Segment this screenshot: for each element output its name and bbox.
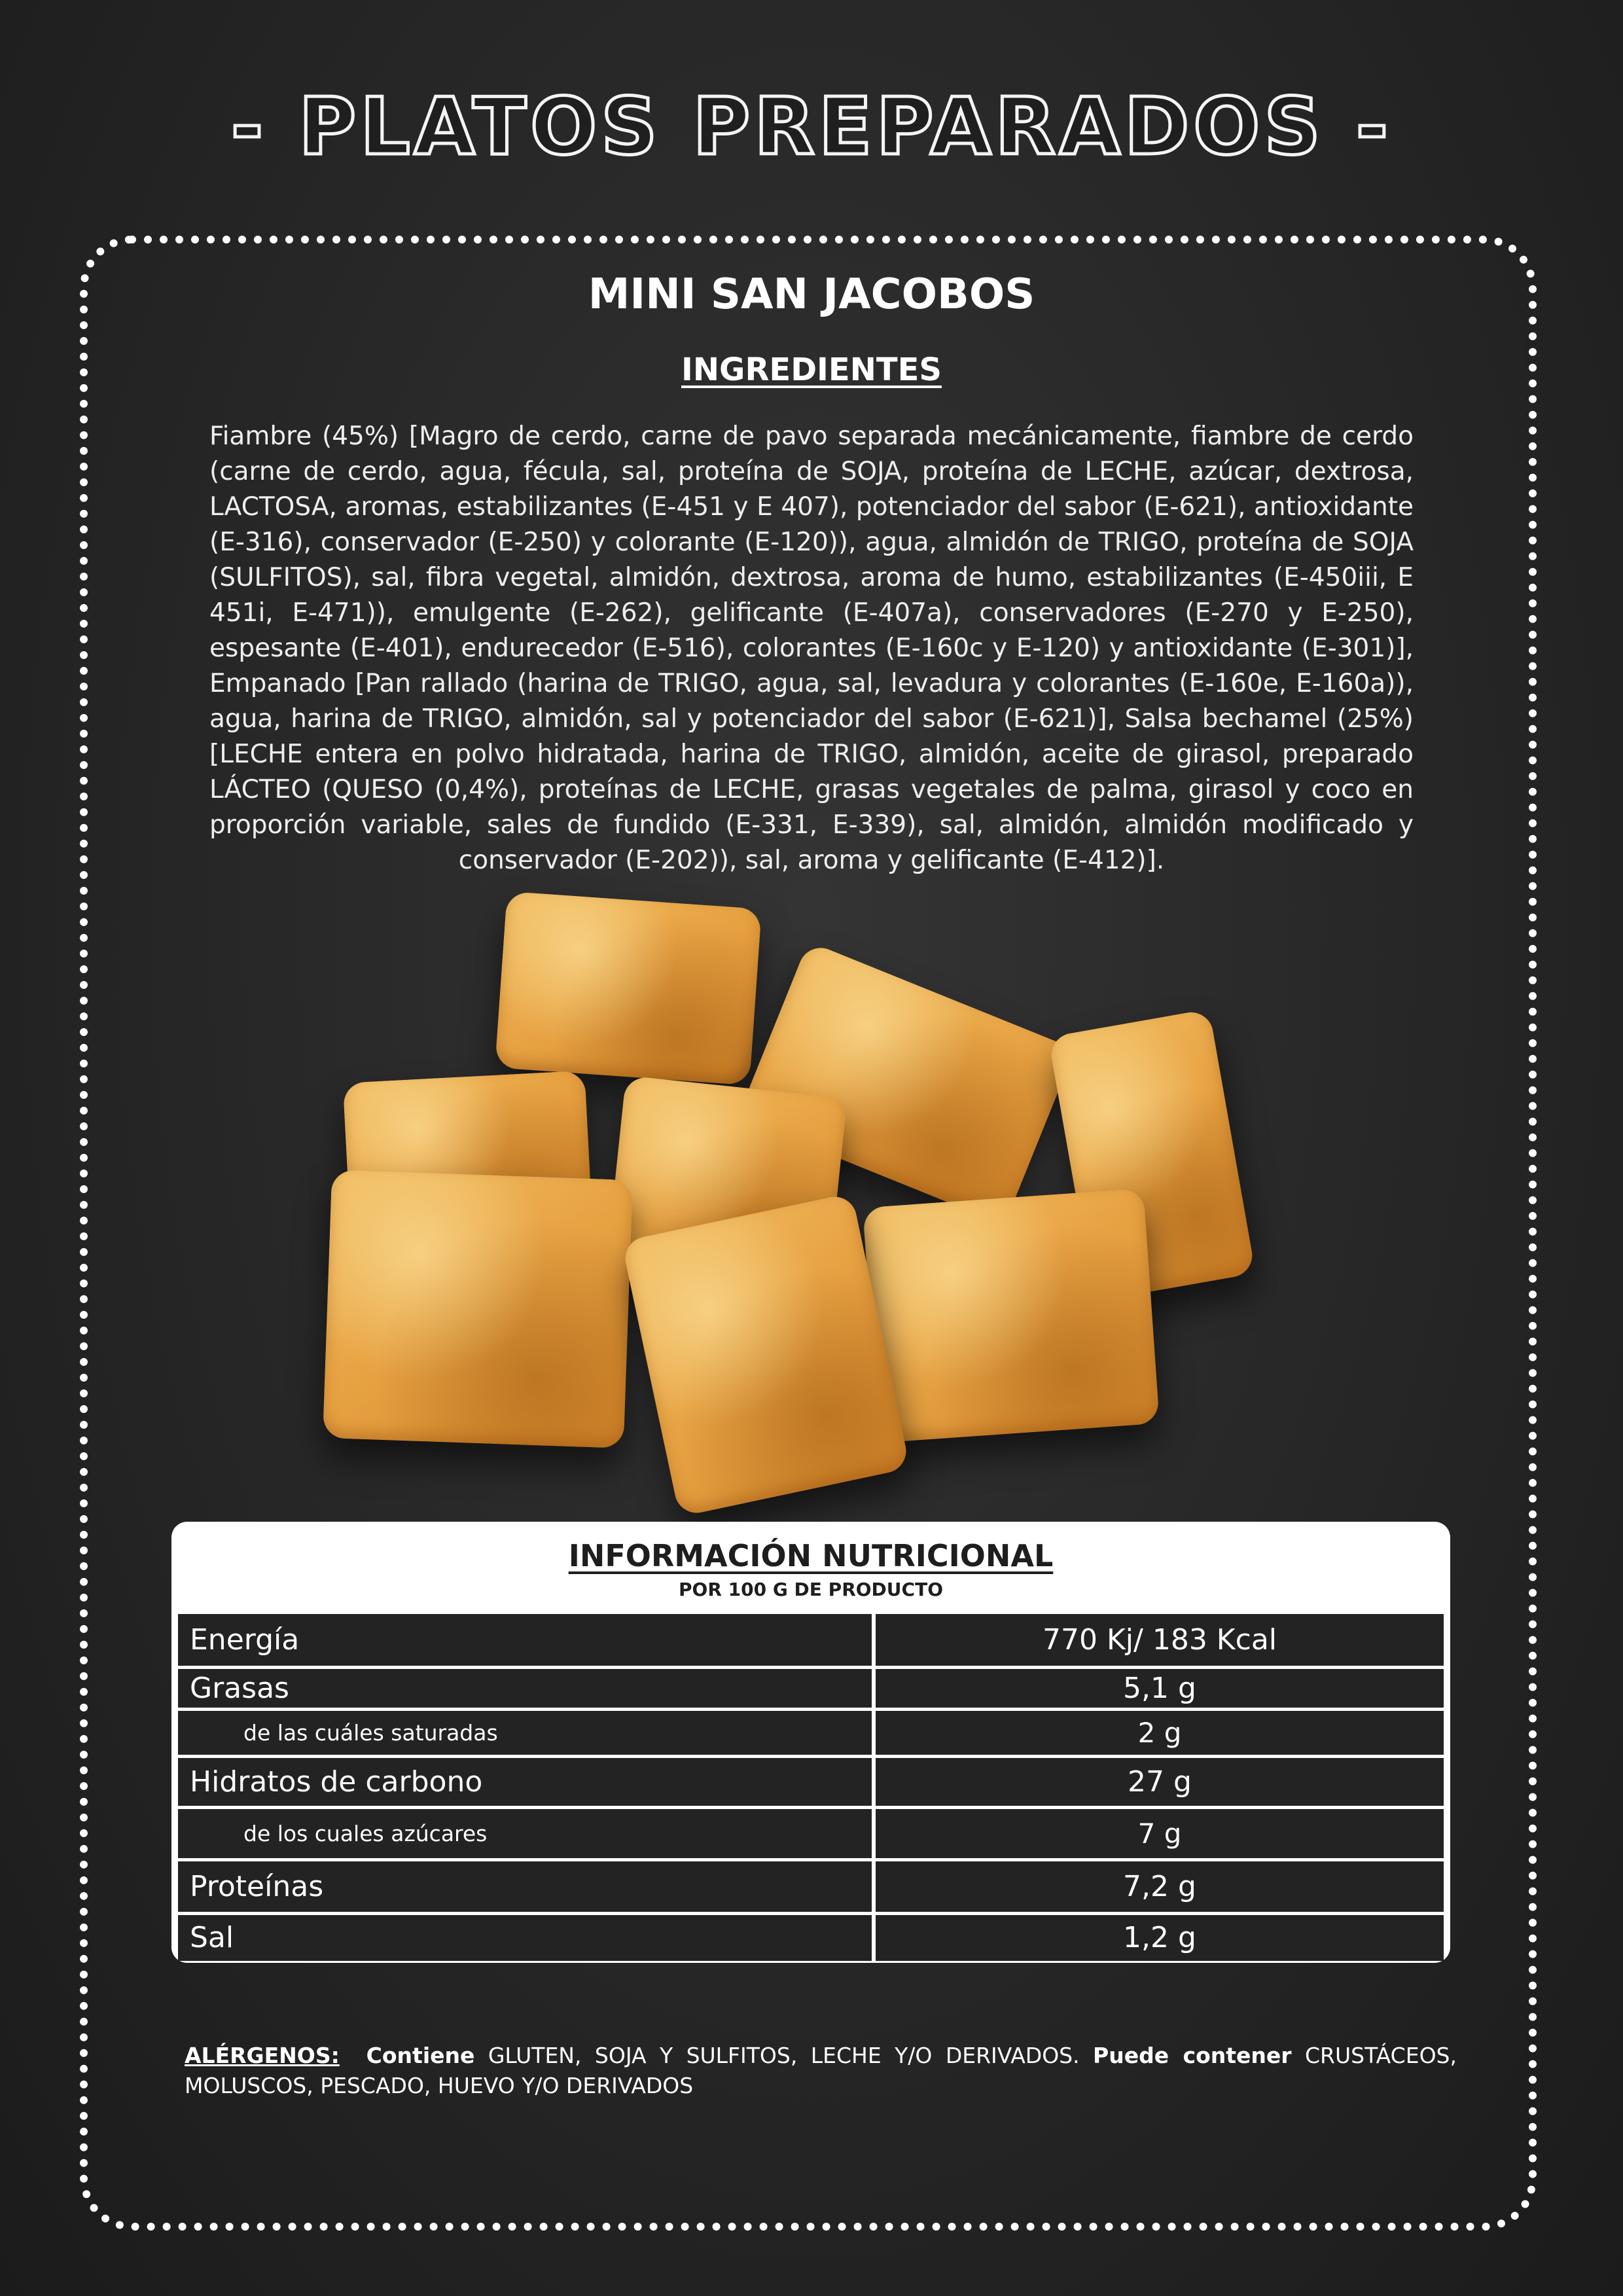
ingredients-text: Fiambre (45%) [Magro de cerdo, carne de pavo separada mecánicamente, fiambre de cerdo (carne de cerdo, agua, fécula, sal, proteína de SOJA, proteína de LECHE, azúcar, dextrosa, LACTOSA, aromas, estabilizantes (E-451 y E 407), potenciador del sabor (E-621), antioxidante (E-316), conservador (E-250) y colorante (E-120)), agua, almidón de TRIGO, proteína de SOJA (SULFITOS), sal, fibra vegetal, almidón, dextrosa, aroma de humo, estabilizantes (E-450iii, E 451i, E-471)), emulgente (E-262), gelificante (E-407a), conservadores (E-270 y E-250), espesante (E-401), endurecedor (E-516), colorantes (E-160c y E-120) y antioxidante (E-301)], Empanado [Pan rallado (harina de TRIGO, agua, sal, levadura y colorantes (E-160e, E-160a)), agua, harina de TRIGO, almidón, sal y potenciador del sabor (E-621)], Salsa bechamel (25%) [LECHE entera en polvo hidratada, harina de TRIGO, almidón, aceite de girasol, preparado LÁCTEO (QUESO (0,4%), proteínas de LECHE, grasas vegetales de palma, girasol y coco en proporción variable, sales de fundido (E-331, E-339), sal, almidón, almidón modificado y conservador (E-202)), sal, aroma y gelificante (E-412)]. [209,422,1414,875]
nutrient-value: 5,1 g [874,1668,1444,1710]
food-piece [863,1188,1160,1443]
nutrient-value: 2 g [874,1710,1444,1757]
table-row [178,1757,1444,1808]
product-name: MINI SAN JACOBOS [588,270,1035,319]
nutrition-subtitle: POR 100 G DE PRODUCTO [679,1579,943,1600]
nutrient-label: Proteínas [178,1860,874,1914]
contains-label: Contiene [366,2043,475,2068]
nutrition-table [178,1611,1444,1961]
nutrient-value: 27 g [874,1757,1444,1808]
table-row [178,1710,1444,1757]
page-title: - PLATOS PREPARADOS - [230,82,1393,173]
may-contain-text: CRUSTÁCEOS, MOLUSCOS, PESCADO, HUEVO Y/O DERIVADOS [185,2043,1457,2098]
table-row [178,1914,1444,1961]
table-row [178,1808,1444,1860]
nutrient-value: 770 Kj/ 183 Kcal [874,1613,1444,1668]
nutrition-card [171,1522,1450,1963]
nutrition-title: INFORMACIÓN NUTRICIONAL [568,1538,1054,1573]
nutrient-value: 7,2 g [874,1860,1444,1914]
may-contain-label: Puede contener [1093,2043,1292,2068]
nutrient-label: de los cuales azúcares [178,1808,874,1860]
allergens-label: ALÉRGENOS: [185,2043,340,2068]
table-row [178,1613,1444,1668]
nutrient-label: de las cuáles saturadas [178,1710,874,1757]
contains-text: GLUTEN, SOJA Y SULFITOS, LECHE Y/O DERIVADOS. [488,2043,1080,2068]
allergens-note [185,2041,1457,2101]
nutrient-value: 7 g [874,1808,1444,1860]
nutrient-label: Grasas [178,1668,874,1710]
table-row [178,1668,1444,1710]
nutrient-label: Sal [178,1914,874,1961]
nutrient-label: Hidratos de carbono [178,1757,874,1808]
food-piece [323,1170,633,1448]
nutrient-label: Energía [178,1613,874,1668]
food-piece [495,891,762,1086]
ingredients-heading: INGREDIENTES [681,351,942,388]
product-photo [327,893,1296,1509]
nutrient-value: 1,2 g [874,1914,1444,1961]
table-row [178,1860,1444,1914]
